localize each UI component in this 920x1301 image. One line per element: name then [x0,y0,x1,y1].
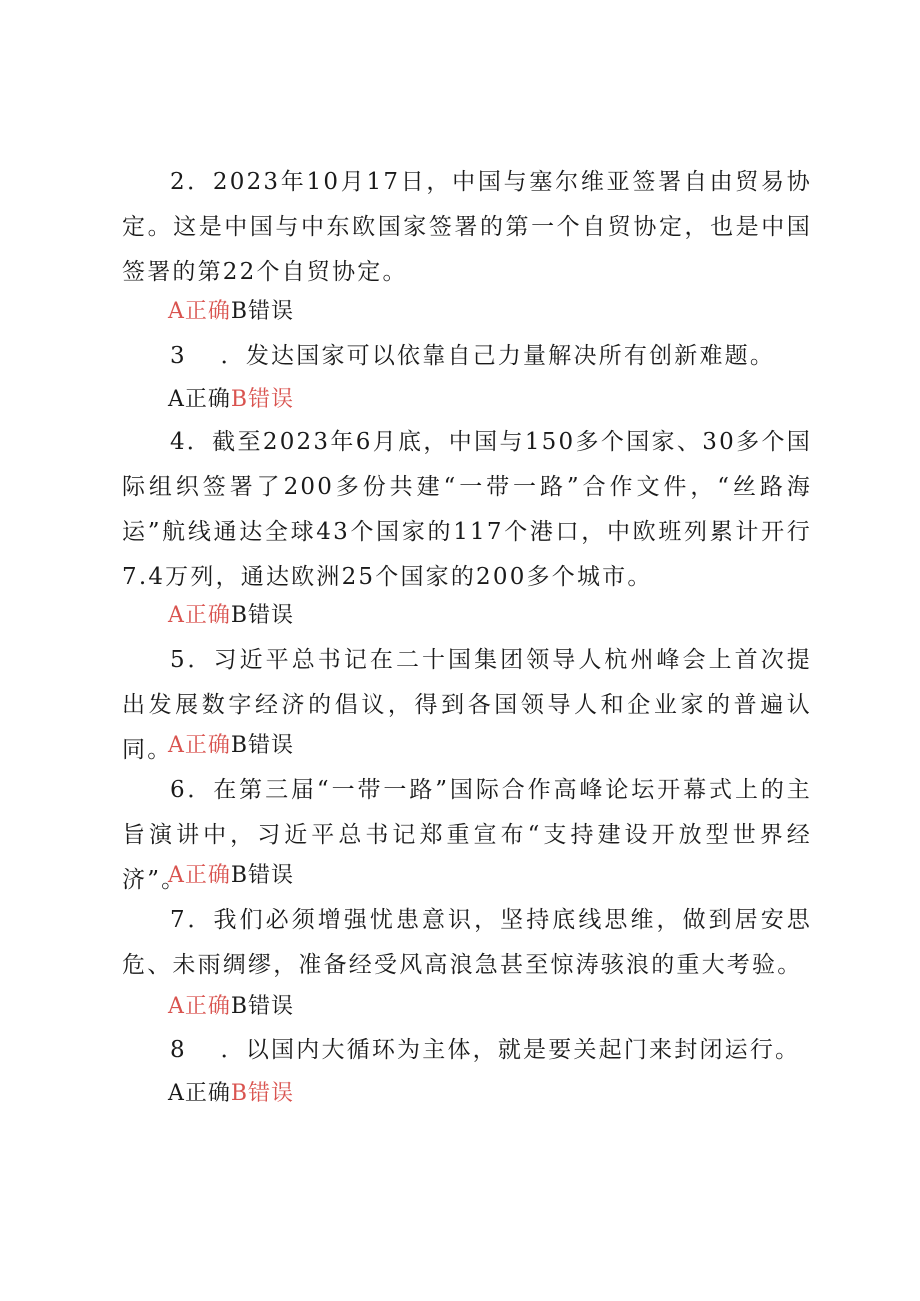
option-a: A正确 [168,994,231,1019]
option-b: B错误 [230,1081,295,1106]
question-number: 7 [170,907,187,933]
option-b: B错误 [230,863,295,888]
question-number: 6 [170,777,187,803]
option-a: A正确 [168,387,231,412]
option-b: B错误 [230,994,295,1019]
answer-options-4 [168,601,294,631]
option-a: A正确 [168,863,231,888]
question-text: ．我们必须增强忧患意识，坚持底线思维，做到居安思危、未雨绸缪，准备经受风高浪急甚至惊涛骇浪的重大考验。 [122,907,812,978]
option-b: B错误 [230,387,295,412]
question-4 [122,420,812,600]
question-number: 3 [170,343,187,369]
question-2 [122,160,812,295]
option-a: A正确 [168,733,231,758]
option-b: B错误 [230,299,295,324]
answer-options-7 [168,992,294,1022]
question-number: 8 [170,1037,187,1063]
question-3 [122,334,812,379]
question-7 [122,898,812,988]
question-text: ．以国内大循环为主体，就是要关起门来封闭运行。 [220,1037,801,1063]
option-a: A正确 [168,603,231,628]
question-text: ．截至2023年6月底，中国与150多个国家、30多个国际组织签署了200多份共建“一带一路”合作文件，“丝路海运”航线通达全球43个国家的117个港口，中欧班列累计开行7.4万列，通达欧洲25个国家的200多个城市。 [122,429,812,590]
question-number: 2 [170,169,187,195]
question-8 [122,1028,812,1073]
option-a: A正确 [168,299,231,324]
option-a: A正确 [168,1081,231,1106]
answer-options-2 [168,297,294,327]
question-text: ．2023年10月17日，中国与塞尔维亚签署自由贸易协定。这是中国与中东欧国家签署的第一个自贸协定，也是中国签署的第22个自贸协定。 [122,169,812,285]
question-number: 5 [170,647,187,673]
option-b: B错误 [230,733,295,758]
question-text: ．发达国家可以依靠自己力量解决所有创新难题。 [220,343,776,369]
answer-options-8 [168,1079,294,1109]
question-text: ．习近平总书记在二十国集团领导人杭州峰会上首次提出发展数字经济的倡议，得到各国领导人和企业家的普遍认同。 [122,647,812,763]
question-text: ．在第三届“一带一路”国际合作高峰论坛开幕式上的主旨演讲中，习近平总书记郑重宣布“支持建设开放型世界经济”。 [122,777,812,893]
answer-options-5 [168,731,294,761]
answer-options-6 [168,861,294,891]
question-number: 4 [170,429,187,455]
option-b: B错误 [230,603,295,628]
answer-options-3 [168,385,294,415]
